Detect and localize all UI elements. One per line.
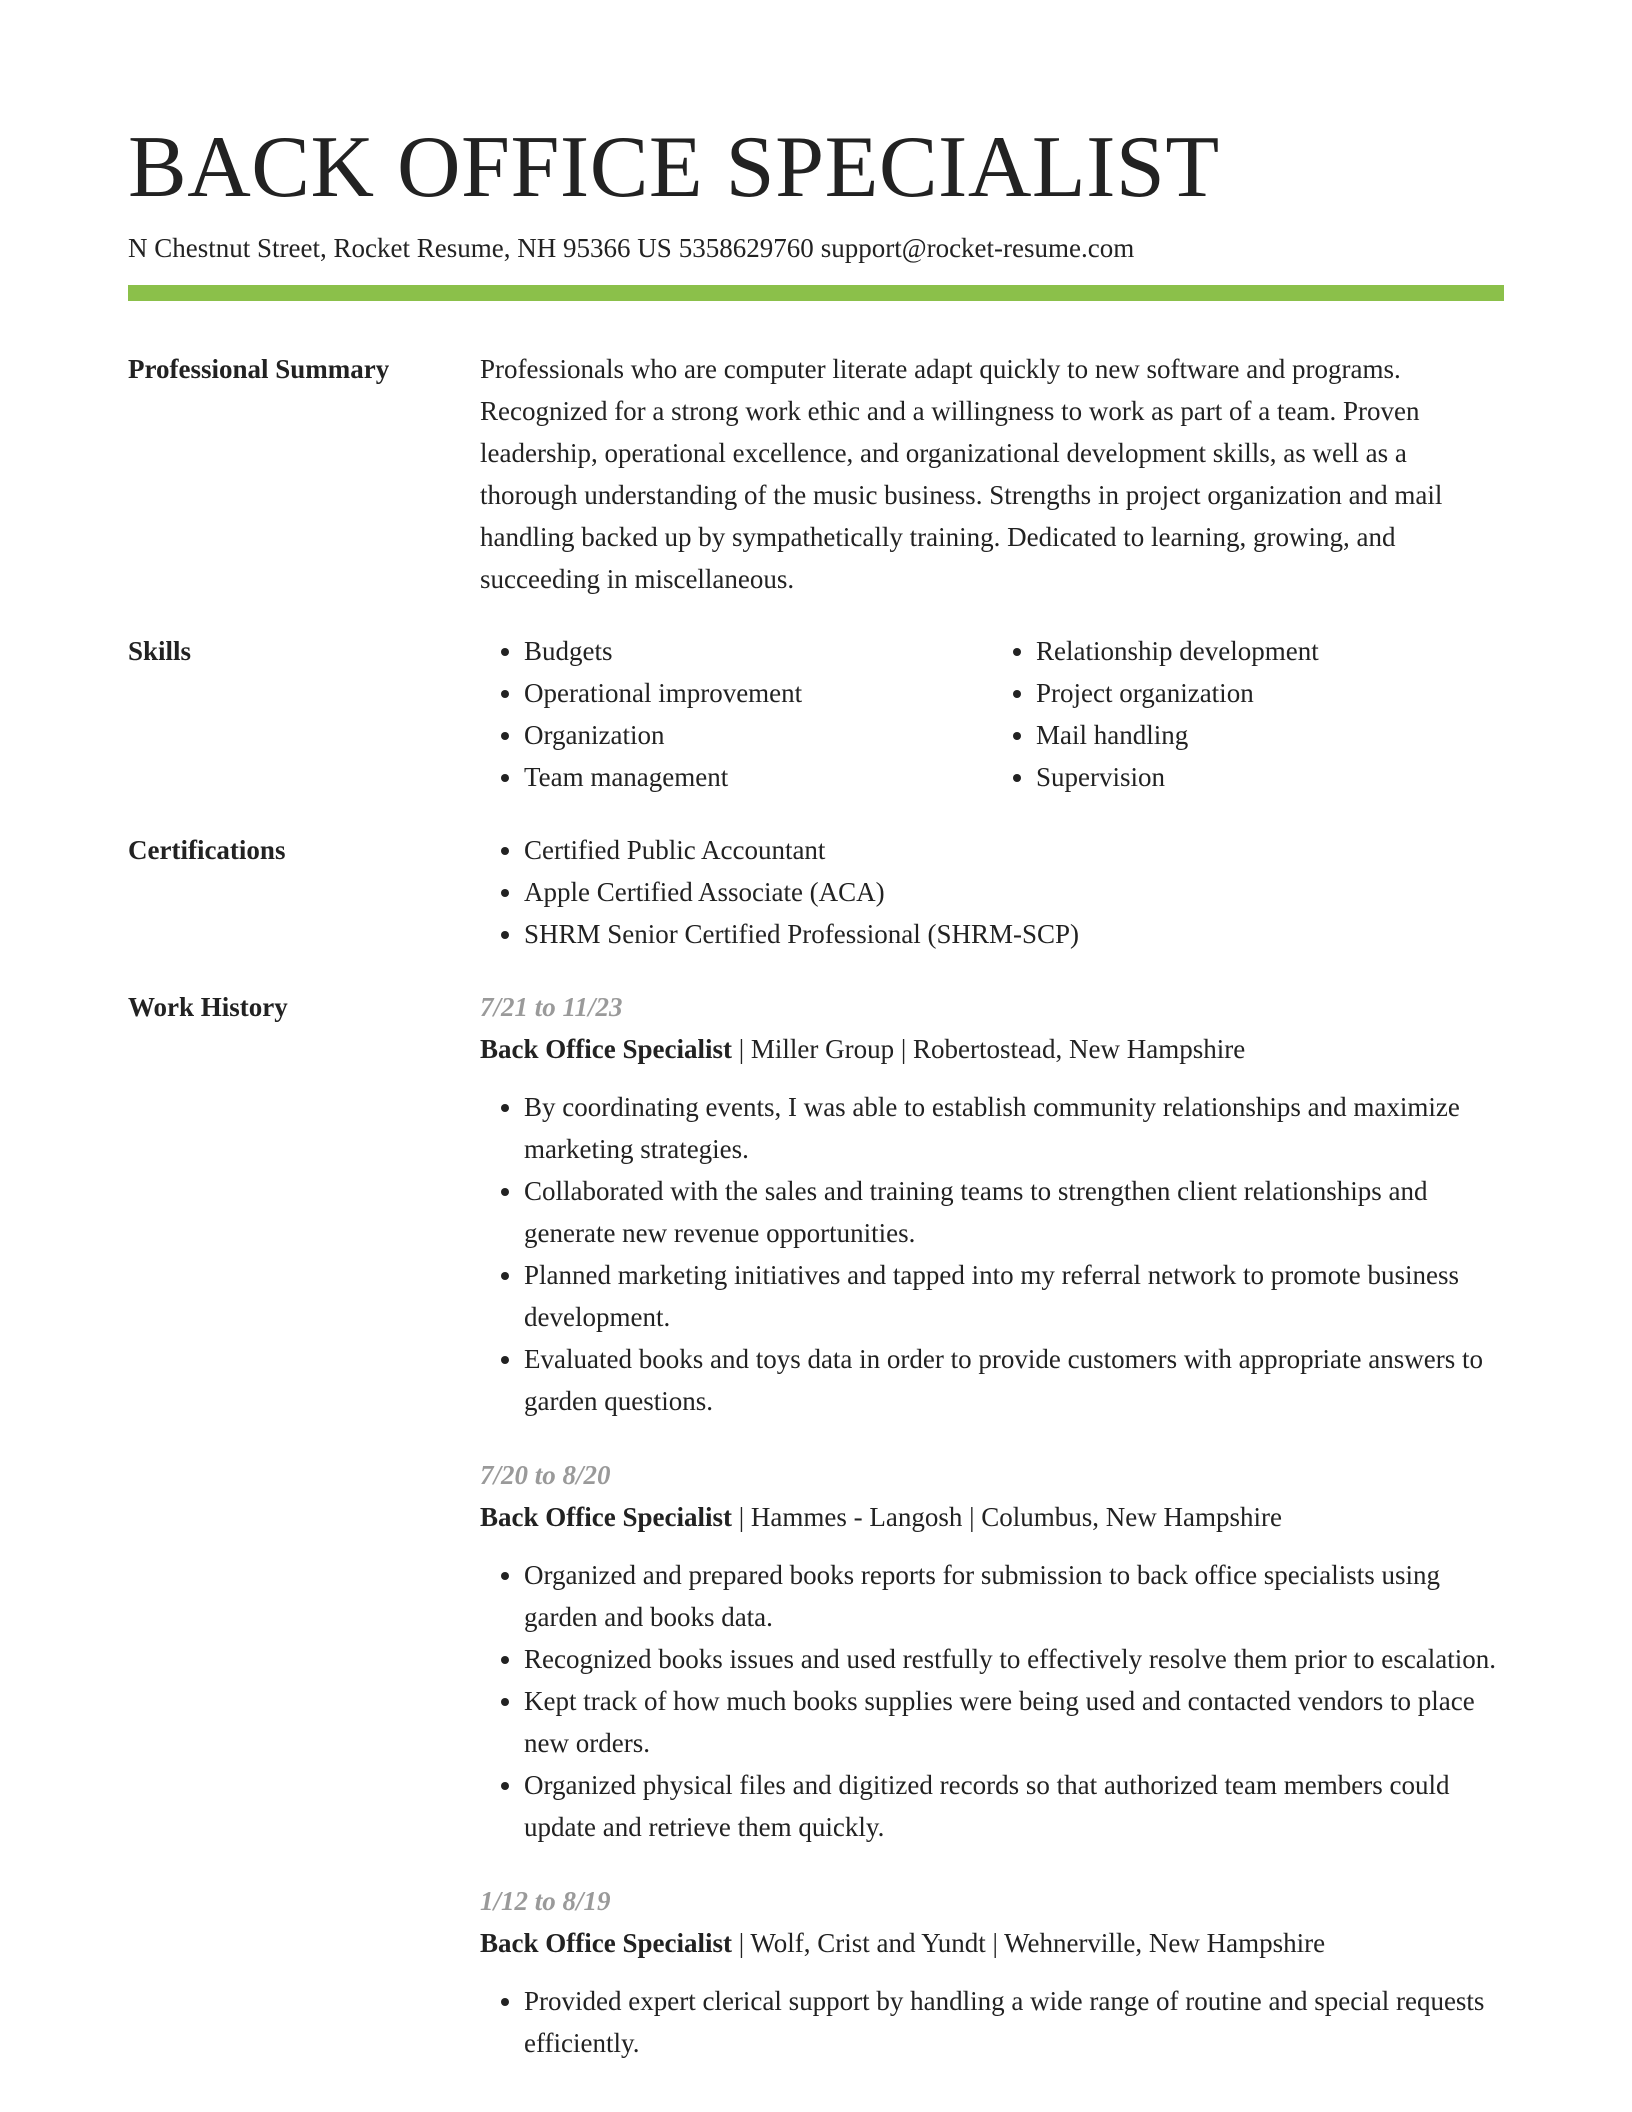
summary-title: Professional Summary (128, 354, 390, 384)
job-bullets (480, 1980, 1504, 2064)
skill-item: • Budgets (524, 630, 992, 672)
job-bullets (480, 1086, 1504, 1422)
job-bullet: • Planned marketing initiatives and tapped into my referral network to promote business development. (524, 1254, 1504, 1338)
skills-list-left (480, 630, 992, 798)
job-bullet: • By coordinating events, I was able to establish community relationships and maximize marketing strategies. (524, 1086, 1504, 1170)
job-bullet: • Organized and prepared books reports for submission to back office specialists using garden and books data. (524, 1554, 1504, 1638)
job-entry (480, 1454, 1504, 1848)
job-bullet: • Evaluated books and toys data in order to provide customers with appropriate answers to garden questions. (524, 1338, 1504, 1422)
job-title: Back Office Specialist (480, 1928, 732, 1958)
skill-item: • Organization (524, 714, 992, 756)
job-company: Wolf, Crist and Yundt (750, 1928, 986, 1958)
work-history-body (480, 986, 1504, 2096)
skill-item: • Team management (524, 756, 992, 798)
job-company: Hammes - Langosh (750, 1502, 963, 1532)
job-bullet: • Kept track of how much books supplies were being used and contacted vendors to place new orders. (524, 1680, 1504, 1764)
job-bullets (480, 1554, 1504, 1848)
job-dates: 7/21 to 11/23 (480, 992, 623, 1022)
certification-item: • Apple Certified Associate (ACA) (524, 871, 1504, 913)
certifications-body (480, 829, 1504, 955)
job-entry (480, 986, 1504, 1422)
job-title-line: Back Office Specialist | Wolf, Crist and Yundt | Wehnerville, New Hampshire (480, 1928, 1326, 1958)
job-entry (480, 1880, 1504, 2064)
job-bullet: • Provided expert clerical support by handling a wide range of routine and special requests efficiently. (524, 1980, 1504, 2064)
contact-address: N Chestnut Street, Rocket Resume, NH 95366 US (128, 233, 672, 263)
skills-list-right (992, 630, 1504, 798)
job-location: Columbus, New Hampshire (981, 1502, 1282, 1532)
skill-item: • Mail handling (1036, 714, 1504, 756)
skill-item: • Supervision (1036, 756, 1504, 798)
job-title-line: Back Office Specialist | Hammes - Langosh | Columbus, New Hampshire (480, 1502, 1282, 1532)
job-location: Wehnerville, New Hampshire (1004, 1928, 1326, 1958)
certifications-list (480, 829, 1504, 955)
job-bullet: • Collaborated with the sales and training teams to strengthen client relationships and generate new revenue opportunities. (524, 1170, 1504, 1254)
job-location: Robertostead, New Hampshire (913, 1034, 1246, 1064)
job-title: Back Office Specialist (480, 1034, 732, 1064)
work-history-title: Work History (128, 992, 288, 1022)
job-title: Back Office Specialist (480, 1502, 732, 1532)
certifications-title: Certifications (128, 835, 286, 865)
job-company: Miller Group (750, 1034, 895, 1064)
contact-line (128, 230, 1141, 266)
job-bullet: • Recognized books issues and used restfully to effectively resolve them prior to escalation. (524, 1638, 1504, 1680)
job-bullet: • Organized physical files and digitized records so that authorized team members could update and retrieve them quickly. (524, 1764, 1504, 1848)
certification-item: • SHRM Senior Certified Professional (SHRM-SCP) (524, 913, 1504, 955)
skill-item: • Project organization (1036, 672, 1504, 714)
job-title-line: Back Office Specialist | Miller Group | Robertostead, New Hampshire (480, 1034, 1246, 1064)
certification-item: • Certified Public Accountant (524, 829, 1504, 871)
resume-name-heading: BACK OFFICE SPECIALIST (128, 119, 1220, 216)
job-dates: 7/20 to 8/20 (480, 1460, 611, 1490)
skill-item: • Operational improvement (524, 672, 992, 714)
summary-text: Professionals who are computer literate adapt quickly to new software and programs. Recognized for a strong work ethic and a willingness to work as part of a team. Proven leadership, operational excellence, and organizational development skills, as well as a thorough understanding of the music business. Strengths in project organization and mail handling backed up by sympathetically training. Dedicated to learning, growing, and succeeding in miscellaneous. (480, 354, 1443, 594)
skill-item: • Relationship development (1036, 630, 1504, 672)
contact-phone[interactable]: 5358629760 (678, 233, 814, 263)
skills-title: Skills (128, 636, 192, 666)
contact-email[interactable]: support@rocket-resume.com (820, 233, 1135, 263)
skills-body (480, 630, 1504, 798)
accent-divider (128, 285, 1504, 301)
job-dates: 1/12 to 8/19 (480, 1886, 611, 1916)
